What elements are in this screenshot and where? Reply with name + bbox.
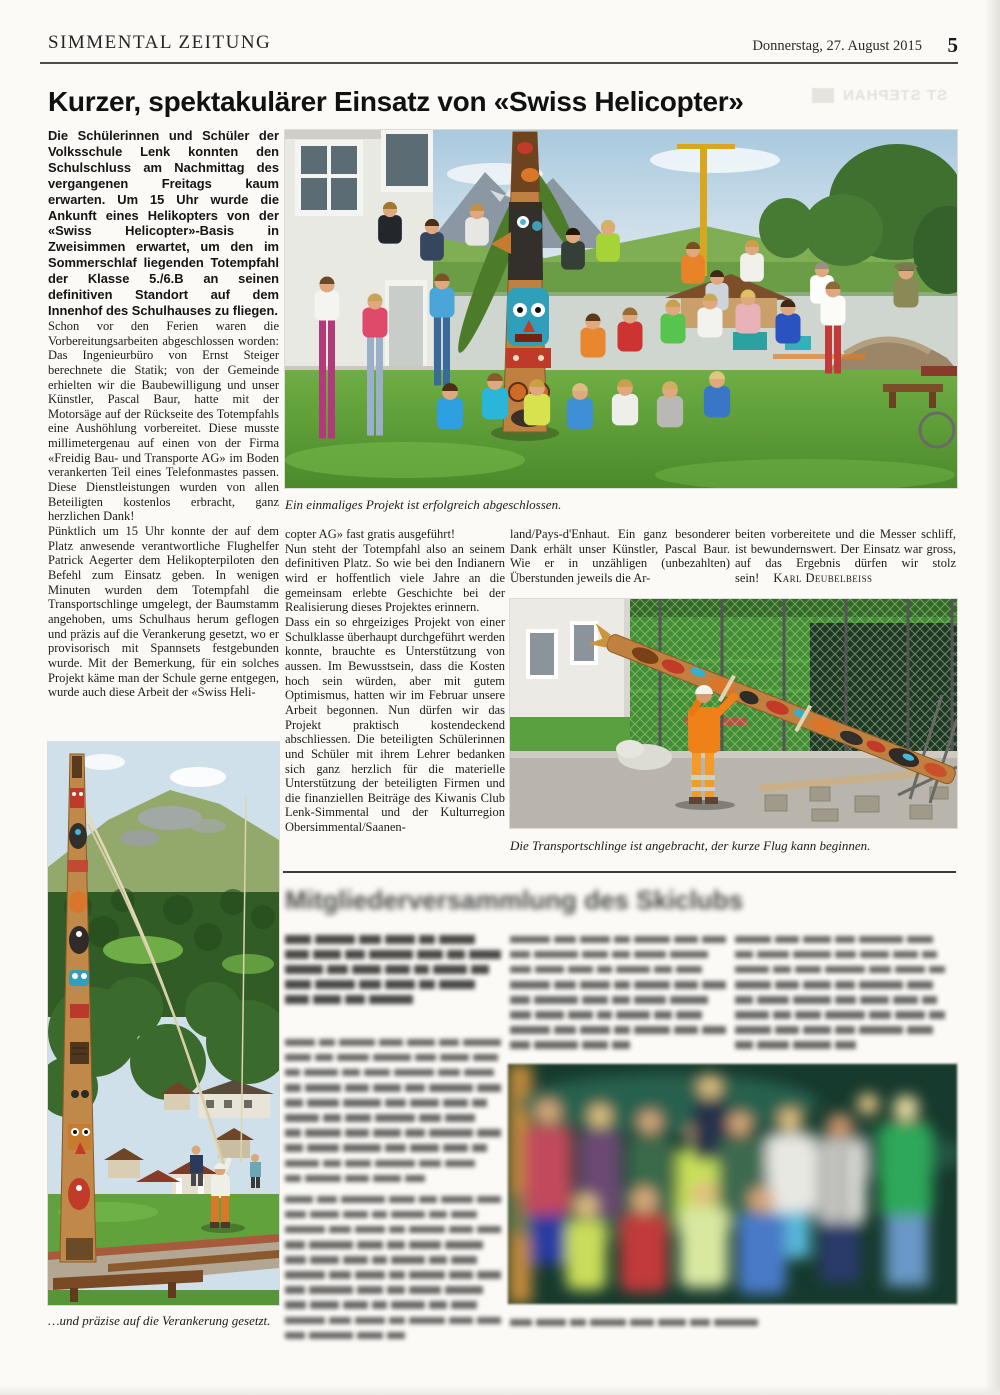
dateline: Donnerstag, 27. August 2015 — [752, 38, 922, 54]
photo-blurred-group — [508, 1064, 957, 1304]
article1-headline: Kurzer, spektakulärer Einsatz von «Swiss Helicopter» — [48, 86, 744, 117]
photo-group-with-totem — [285, 130, 957, 488]
photo2-caption: Die Transportschlinge ist angebracht, der kurze Flug kann beginnen. — [510, 838, 871, 853]
body-paragraph: copter AG» fast gratis ausgeführt! — [285, 527, 456, 541]
article2-text-blurred — [735, 932, 956, 1058]
photo3-caption: …und präzise auf die Verankerung gesetzt. — [48, 1313, 271, 1328]
closing-text: beiten vorbereitete und die Messer schliff, ist bewundernswert. Der Einsatz war gross, auf das Ergebnis dürfen wir stolz sein! — [735, 527, 956, 585]
photo-group-illustration — [285, 130, 957, 488]
article2-headline: Mitgliederversammlung des Skiclubs — [285, 885, 744, 915]
lead-paragraph: Die Schülerinnen und Schüler der Volksschule Lenk konnten den Schulschluss am Nachmittag des vergangenen Freitags kaum erwarten. Um 15 Uhr wurde die Ankunft eines Helikopters von der «Swiss Helicopter»-Basis in Zweisimmen erwartet, um den im Sommerschlaf liegenden Totempfahl der Klasse 5./6.B an seinen definitiven Standort auf dem Innenhof des Schulhauses zu fliegen. — [48, 128, 279, 318]
page-number: 5 — [947, 33, 958, 57]
photo-totem-transport — [510, 599, 957, 828]
body-paragraph: Pünktlich um 15 Uhr konnte der auf dem Platz anwesende verantwortliche Flughelfer Patrick Aegerter dem Helikopterpiloten den Befehl zum Einsatz geben. In wenigen Minuten wurden dem Totempfahl die Transportschlinge umgelegt, der Baumstamm angehoben, ums Schulhaus herum geflogen und präzis auf die Verankerung gesetzt, wo er provisorisch mit Spannsets festgebunden wurde. Mit der Bemerkung, für ein solches Projekt käme man der Schule gerne entgegen, wurde auch diese Arbeit der «Swiss Heli- — [48, 524, 279, 700]
photo1-caption: Ein einmaliges Projekt ist erfolgreich abgeschlossen. — [285, 497, 562, 512]
article1-column-4 — [735, 527, 956, 586]
article1-column-1 — [48, 128, 279, 700]
photo-transport-illustration — [510, 599, 957, 828]
photo-totem-raising — [48, 742, 279, 1305]
body-paragraph: Nun steht der Totempfahl also an seinem definitiven Platz. So wie bei den Indianern wird er hoffentlich viele Jahre an die gemeinsam erlebte Geschichte bei der Realisierung dieses Projektes erinnern. — [285, 541, 505, 615]
article2-text-blurred — [285, 1192, 505, 1344]
photo4-caption-blurred — [510, 1315, 770, 1333]
photo-raising-illustration — [48, 742, 279, 1305]
bleedthrough-block — [812, 88, 834, 103]
body-paragraph: land/Pays-d'Enhaut. Ein ganz besonderer Dank erhält unser Künstler, Pascal Baur. Wie er in unzähligen (unbezahlten) Überstunden jeweils die Ar- — [510, 527, 730, 585]
article2-lead-blurred — [285, 932, 505, 1028]
body-paragraph — [735, 527, 956, 586]
article1-column-3 — [510, 527, 730, 586]
article2-divider — [283, 871, 956, 873]
body-paragraph: Schon vor den Ferien waren die Vorbereitungsarbeiten abgeschlossen worden: Das Ingenieurbüro von Ernst Steiger berechnete die Statik; von der Gemeinde erhielten wir die Baubewilligung und unser Künstler, Pascal Baur, hatte mit der Motorsäge auf der Rückseite des Totempfahls eine Aushöhlung vorbereitet. Diese musste millimetergenau auf einen von der Firma «Freidig Bau- und Transporte AG» im Boden verankerten Teil eines Telefonmastes passen. Diese Dienstleistungen wurden von allen Beteiligten kostenlos erbracht, ganz herzlichen Dank! — [48, 318, 279, 524]
scan-edge-right — [984, 0, 1000, 1395]
header-rule — [40, 62, 958, 64]
article1-column-2 — [285, 527, 505, 835]
photo-blurred-illustration — [508, 1064, 957, 1304]
bleedthrough-text: ST STEPHAN — [742, 85, 947, 105]
nameplate: SIMMENTAL ZEITUNG — [48, 32, 272, 53]
scan-edge-bottom — [0, 1385, 1000, 1395]
byline: Karl Deubelbeiss — [773, 570, 873, 585]
body-paragraph: Dass ein so ehrgeiziges Projekt von einer Schulklasse überhaupt durchgeführt werden konnte, brauchte es Unterstützung von aussen. Im Bewusstsein, dass die Kosten hoch sein würden, aber mit gutem Optimismus, hatten wir im Februar unsere Arbeit begonnen. Nun dürfen wir das Projekt praktisch kostendeckend abschliessen. Die beteiligten Schülerinnen und Schüler mit ihrem Lehrer bedanken sich ganz herzlich für die materielle Unterstützung der beteiligten Firmen und die finanziellen Beiträge des Kiwanis Club Lenk-Simmental und der Kulturregion Obersimmental/Saanen- — [285, 614, 505, 835]
article2-text-blurred — [510, 932, 730, 1058]
article2-text-blurred — [285, 1035, 505, 1187]
